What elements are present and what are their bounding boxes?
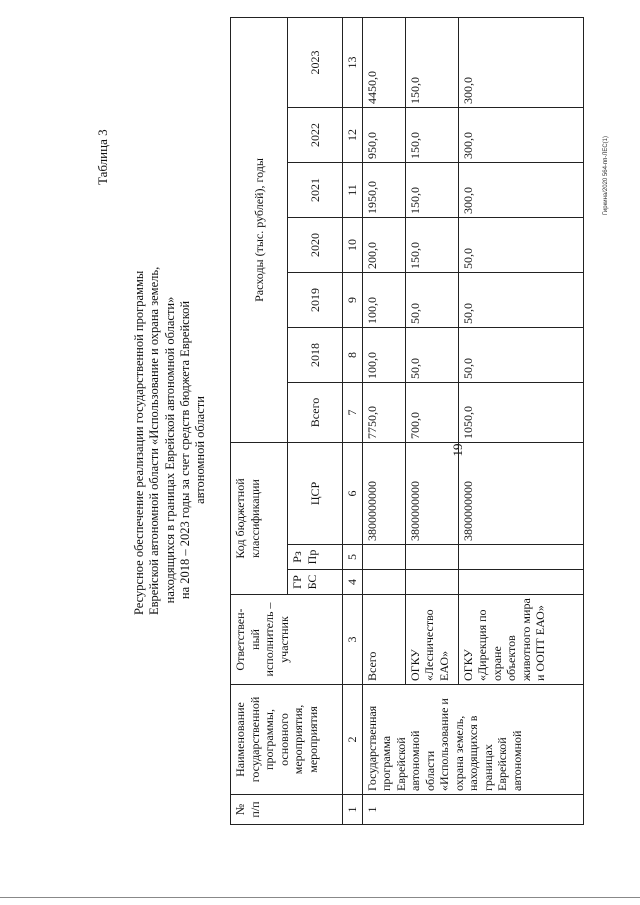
row-name: Государственная программа Еврейской автономной области «Использование и охрана земель, находящихся в границах Еврейской автономной (362, 685, 583, 795)
title-line: Ресурсное обеспечение реализации государственной программы (132, 270, 146, 615)
title-line: Еврейской автономной области «Использование и охрана земель, (147, 266, 162, 615)
row-value: 50,0 (405, 328, 458, 383)
title-line: на 2018 – 2023 годы за счет средств бюджета Еврейской (177, 300, 192, 600)
row-num: 1 (362, 795, 583, 825)
col-number: 8 (343, 328, 363, 383)
header-csr: ЦСР (288, 443, 343, 545)
scan-edge-line (0, 897, 640, 898)
row-grbs (405, 570, 458, 595)
row-value: 300,0 (458, 108, 583, 163)
row-csr: 3800000000 (405, 443, 458, 545)
col-number: 13 (343, 17, 363, 107)
header-expenses: Расходы (тыс. рублей), годы (231, 17, 288, 442)
table-row (362, 17, 405, 824)
row-rzpr (458, 545, 583, 570)
row-value: 50,0 (458, 218, 583, 273)
header-year: 2021 (288, 163, 343, 218)
col-number: 6 (343, 443, 363, 545)
column-number-row (343, 17, 363, 824)
col-number: 5 (343, 545, 363, 570)
row-value: 950,0 (362, 108, 405, 163)
row-value: 150,0 (405, 163, 458, 218)
col-number: 9 (343, 273, 363, 328)
row-grbs (458, 570, 583, 595)
col-number: 12 (343, 108, 363, 163)
header-year: 2019 (288, 273, 343, 328)
col-number: 7 (343, 383, 363, 443)
col-number: 11 (343, 163, 363, 218)
row-value: 50,0 (458, 273, 583, 328)
header-rzpr: Рз Пр (288, 545, 343, 570)
row-value: 150,0 (405, 218, 458, 273)
header-budget-code: Код бюджетной классификации (231, 443, 288, 595)
row-value: 200,0 (362, 218, 405, 273)
page-number: 19 (450, 443, 465, 457)
header-year: 2018 (288, 328, 343, 383)
row-executor: Всего (362, 595, 405, 685)
header-year: 2022 (288, 108, 343, 163)
row-value: 150,0 (405, 108, 458, 163)
row-csr: 3800000000 (458, 443, 583, 545)
row-rzpr (405, 545, 458, 570)
col-number: 2 (343, 685, 363, 795)
row-rzpr (362, 545, 405, 570)
resource-table (230, 17, 584, 825)
row-value: 100,0 (362, 328, 405, 383)
header-num: № п/п (231, 795, 343, 825)
col-number: 4 (343, 570, 363, 595)
title-line: автономной области (193, 396, 208, 504)
header-name: Наименование государственной программы, основного мероприятия, мероприятия (231, 685, 343, 795)
footer-note: Гиркина/2020 564-пп-ЛЕС(1) (603, 135, 609, 215)
row-value: 300,0 (458, 17, 583, 107)
col-number: 3 (343, 595, 363, 685)
header-executor: Ответствен-ный исполнитель – участник (231, 595, 343, 685)
table-label: Таблица 3 (95, 129, 110, 185)
row-value: 1950,0 (362, 163, 405, 218)
row-value: 50,0 (458, 328, 583, 383)
row-executor: ОГКУ «Лесничество ЕАО» (405, 595, 458, 685)
row-total: 1050,0 (458, 383, 583, 443)
row-executor: ОГКУ «Дирекция по охране объектов животного мира и ООПТ ЕАО» (458, 595, 583, 685)
document-title (132, 266, 208, 615)
row-total: 700,0 (405, 383, 458, 443)
row-csr: 3800000000 (362, 443, 405, 545)
row-total: 7750,0 (362, 383, 405, 443)
header-grbs: ГР БС (288, 570, 343, 595)
row-value: 4450,0 (362, 17, 405, 107)
col-number: 10 (343, 218, 363, 273)
header-total: Всего (288, 383, 343, 443)
header-year: 2023 (288, 17, 343, 107)
row-value: 50,0 (405, 273, 458, 328)
header-year: 2020 (288, 218, 343, 273)
col-number: 1 (343, 795, 363, 825)
row-value: 100,0 (362, 273, 405, 328)
row-grbs (362, 570, 405, 595)
row-value: 150,0 (405, 17, 458, 107)
title-line: находящихся в границах Еврейской автономной области» (162, 296, 177, 604)
row-value: 300,0 (458, 163, 583, 218)
